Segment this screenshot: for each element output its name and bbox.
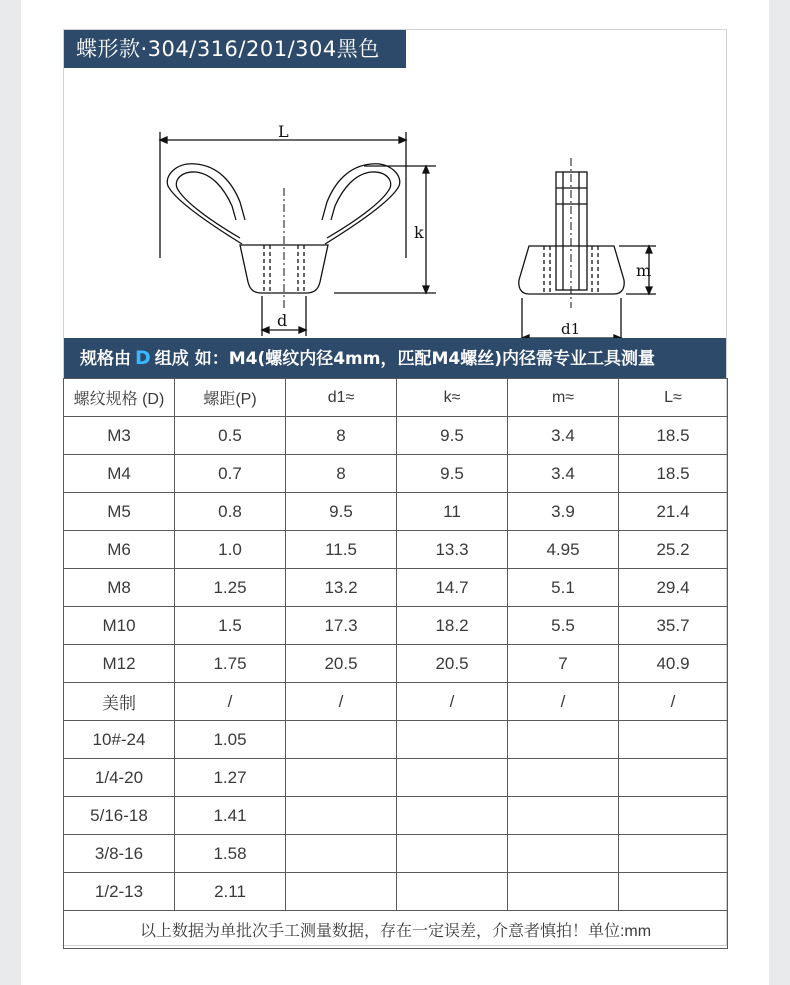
page	[21, 0, 769, 985]
table-cell: 9.5	[397, 455, 508, 493]
table-row	[64, 569, 728, 607]
table-cell	[508, 797, 619, 835]
table-cell: 9.5	[286, 493, 397, 531]
table-cell: 1.75	[175, 645, 286, 683]
wing-nut-diagram	[64, 68, 726, 338]
table-cell: 1.41	[175, 797, 286, 835]
table-cell	[286, 759, 397, 797]
table-row	[64, 417, 728, 455]
table-cell: 18.2	[397, 607, 508, 645]
table-cell: M12	[64, 645, 175, 683]
table-cell: 3.4	[508, 417, 619, 455]
label-d1: d1	[561, 320, 581, 338]
table-cell: 11.5	[286, 531, 397, 569]
table-cell	[619, 873, 728, 911]
table-cell: M10	[64, 607, 175, 645]
table-cell: 25.2	[619, 531, 728, 569]
table-cell: 5.5	[508, 607, 619, 645]
header-pitch: 螺距(P)	[175, 379, 286, 417]
table-cell	[619, 835, 728, 873]
table-cell	[619, 721, 728, 759]
table-cell: 1.58	[175, 835, 286, 873]
table-cell: 13.3	[397, 531, 508, 569]
table-row	[64, 873, 728, 911]
table-cell	[286, 721, 397, 759]
table-cell: /	[175, 683, 286, 721]
table-row	[64, 721, 728, 759]
table-cell: 9.5	[397, 417, 508, 455]
table-cell: 1/2-13	[64, 873, 175, 911]
header-d1: d1≈	[286, 379, 397, 417]
table-cell: 8	[286, 417, 397, 455]
table-cell: /	[619, 683, 728, 721]
table-cell: 18.5	[619, 455, 728, 493]
table-row	[64, 455, 728, 493]
table-cell: M4	[64, 455, 175, 493]
table-cell: M8	[64, 569, 175, 607]
table-cell: 5/16-18	[64, 797, 175, 835]
table-cell: 3/8-16	[64, 835, 175, 873]
table-cell: 1.27	[175, 759, 286, 797]
table-cell: 20.5	[397, 645, 508, 683]
table-cell: 3.9	[508, 493, 619, 531]
table-cell	[619, 797, 728, 835]
table-cell: 8	[286, 455, 397, 493]
table-cell	[508, 721, 619, 759]
table-cell: 1/4-20	[64, 759, 175, 797]
table-cell: 0.8	[175, 493, 286, 531]
table-cell: M6	[64, 531, 175, 569]
table-cell	[397, 721, 508, 759]
table-cell: 17.3	[286, 607, 397, 645]
table-row	[64, 645, 728, 683]
table-header-row	[64, 379, 728, 417]
product-title: 蝶形款·304/316/201/304黑色	[64, 30, 406, 68]
table-cell: 3.4	[508, 455, 619, 493]
header-m: m≈	[508, 379, 619, 417]
table-cell: 11	[397, 493, 508, 531]
header-k: k≈	[397, 379, 508, 417]
table-row	[64, 493, 728, 531]
table-cell: 美制	[64, 683, 175, 721]
spec-accent-d: D	[135, 347, 151, 369]
spec-instruction-bar	[64, 338, 726, 378]
table-row	[64, 683, 728, 721]
measurement-note: 以上数据为单批次手工测量数据，存在一定误差，介意者慎拍！单位:mm	[64, 911, 728, 949]
table-cell: 1.05	[175, 721, 286, 759]
table-cell: 1.5	[175, 607, 286, 645]
table-cell	[508, 835, 619, 873]
header-thread-size: 螺纹规格 (D)	[64, 379, 175, 417]
table-cell	[286, 797, 397, 835]
spec-prefix: 规格由	[80, 349, 131, 369]
table-row	[64, 759, 728, 797]
table-cell: M3	[64, 417, 175, 455]
table-cell: /	[286, 683, 397, 721]
table-cell: 4.95	[508, 531, 619, 569]
table-cell	[397, 873, 508, 911]
table-cell: 5.1	[508, 569, 619, 607]
label-L: L	[278, 122, 289, 141]
table-cell	[286, 873, 397, 911]
table-cell	[397, 797, 508, 835]
table-cell: 2.11	[175, 873, 286, 911]
table-cell: /	[508, 683, 619, 721]
table-cell: 10#-24	[64, 721, 175, 759]
table-row	[64, 607, 728, 645]
table-cell: M5	[64, 493, 175, 531]
table-row	[64, 797, 728, 835]
table-cell: 0.5	[175, 417, 286, 455]
table-row	[64, 835, 728, 873]
table-row	[64, 531, 728, 569]
table-cell	[508, 873, 619, 911]
table-cell	[508, 759, 619, 797]
label-m: m	[636, 261, 652, 280]
table-cell: 20.5	[286, 645, 397, 683]
table-cell: 21.4	[619, 493, 728, 531]
table-cell	[397, 835, 508, 873]
table-cell: 40.9	[619, 645, 728, 683]
spec-table	[63, 378, 728, 949]
table-cell: 29.4	[619, 569, 728, 607]
table-cell: 0.7	[175, 455, 286, 493]
table-cell: 1.25	[175, 569, 286, 607]
table-cell	[286, 835, 397, 873]
table-cell: 35.7	[619, 607, 728, 645]
table-cell: 13.2	[286, 569, 397, 607]
spec-card	[63, 29, 727, 946]
table-cell: 1.0	[175, 531, 286, 569]
label-k: k	[414, 223, 424, 242]
table-cell	[619, 759, 728, 797]
spec-suffix: 组成 如：M4(螺纹内径4mm，匹配M4螺丝)内径需专业工具测量	[154, 349, 655, 369]
header-L: L≈	[619, 379, 728, 417]
note-row	[64, 911, 728, 949]
table-cell: 7	[508, 645, 619, 683]
table-cell: /	[397, 683, 508, 721]
table-cell	[397, 759, 508, 797]
label-d: d	[277, 311, 288, 330]
table-cell: 14.7	[397, 569, 508, 607]
table-cell: 18.5	[619, 417, 728, 455]
